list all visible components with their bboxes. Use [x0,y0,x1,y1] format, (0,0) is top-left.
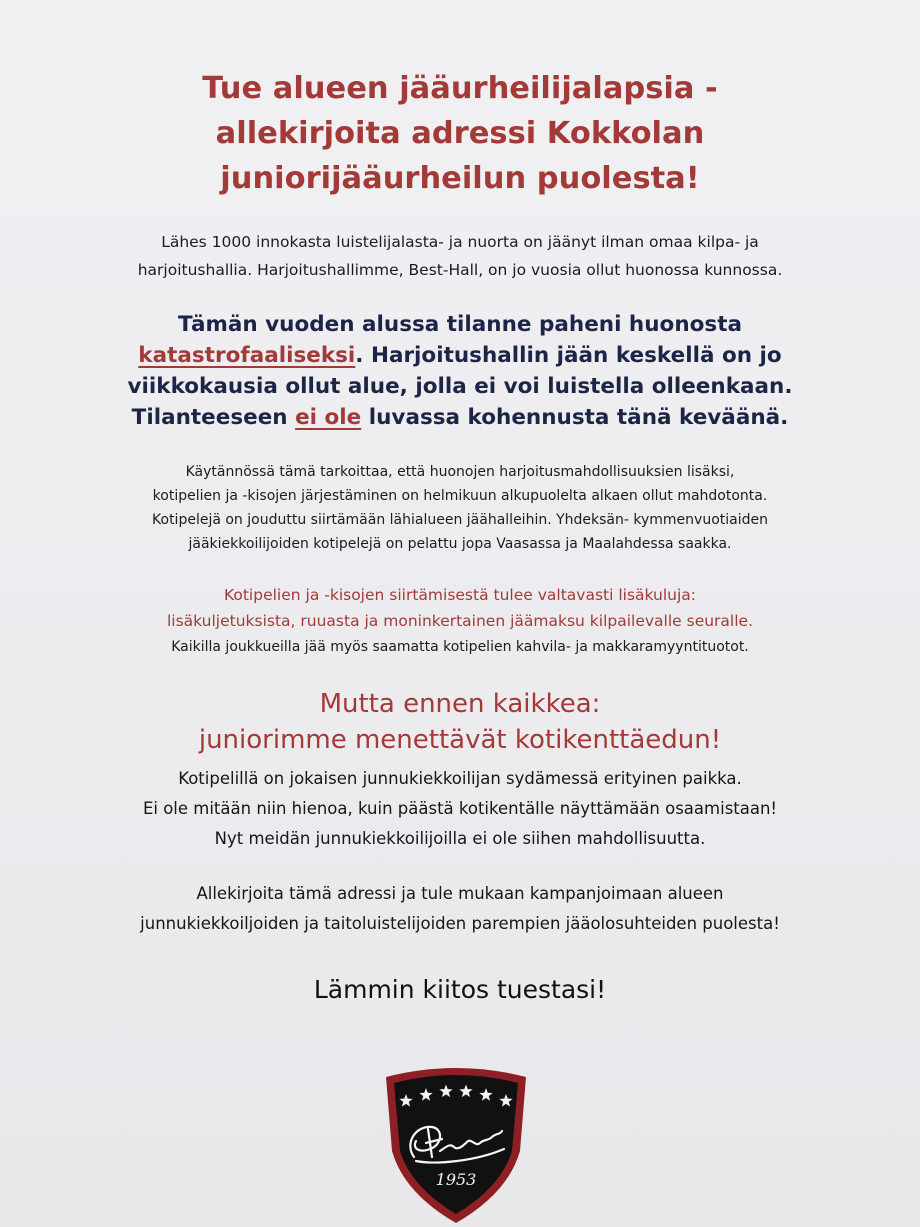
highlight-ei-ole: ei ole [295,405,362,430]
advantage-heading [0,686,920,758]
advantage-heading-line: juniorimme menettävät kotikenttäedun! [198,725,722,755]
situation-text: Tilanteeseen [131,405,296,430]
practice-line: kotipelien ja -kisojen järjestäminen on helmikuun alkupuolelta alkaen ollut mahdotonta. [152,488,768,504]
costs-line: Kaikilla joukkueilla jää myös saamatta kotipelien kahvila- ja makkaramyyntituotot. [171,639,749,655]
costs-paragraph [0,582,920,660]
hermes-crest-logo [380,1065,532,1225]
practice-line: Kotipelejä on jouduttu siirtämään lähialueen jäähalleihin. Yhdeksän- kymmenvuotiaiden [152,512,768,528]
situation-text: luvassa kohennusta tänä keväänä. [361,405,789,430]
situation-paragraph [0,309,920,433]
sign-paragraph [0,879,920,939]
advantage-paragraph [0,764,920,854]
crest-shield-icon [380,1065,532,1225]
situation-line: Tämän vuoden alussa tilanne paheni huonosta [178,312,742,337]
intro-line: Lähes 1000 innokasta luistelijalasta- ja nuorta on jäänyt ilman omaa kilpa- ja [161,233,759,251]
costs-line: lisäkuljetuksista, ruuasta ja moninkertainen jäämaksu kilpailevalle seuralle. [166,612,754,630]
advantage-heading-line: Mutta ennen kaikkea: [319,689,601,719]
advantage-line: Ei ole mitään niin hienoa, kuin päästä kotikentälle näyttämään osaamistaan! [142,799,778,818]
situation-line: viikkokausia ollut alue, jolla ei voi luistella olleenkaan. [127,374,793,399]
highlight-katastrofaaliseksi: katastrofaaliseksi [138,343,356,368]
sign-line: Allekirjoita tämä adressi ja tule mukaan kampanjoimaan alueen [196,884,724,903]
intro-line: harjoitushallia. Harjoitushallimme, Best-Hall, on jo vuosia ollut huonossa kunnossa. [137,261,783,279]
costs-line: Kotipelien ja -kisojen siirtämisestä tulee valtavasti lisäkuluja: [223,586,696,604]
sign-line: junnukiekkoiljoiden ja taitoluistelijoiden parempien jääolosuhteiden puolesta! [140,914,780,933]
situation-text: . Harjoitushallin jään keskellä on jo [355,343,782,368]
advantage-line: Nyt meidän junnukiekkoilijoilla ei ole siihen mahdollisuutta. [214,829,706,848]
headline-line: Tue alueen jääurheilijalapsia - [202,71,718,106]
practice-paragraph [0,460,920,556]
situation-line [0,402,920,433]
crest-wordmark: Hermes [452,1133,460,1135]
thanks-text: Lämmin kiitos tuestasi! [313,975,607,1004]
headline [0,66,920,201]
crest-year: 1953 [435,1170,477,1189]
practice-line: Käytännössä tämä tarkoittaa, että huonojen harjoitusmahdollisuuksien lisäksi, [185,464,735,480]
headline-line: allekirjoita adressi Kokkolan [215,116,705,151]
intro-paragraph [0,228,920,284]
headline-line: juniorijääurheilun puolesta! [220,161,700,196]
situation-line [0,340,920,371]
practice-line: jääkiekkoilijoiden kotipelejä on pelattu jopa Vaasassa ja Maalahdessa saakka. [188,536,732,552]
advantage-line: Kotipelillä on jokaisen junnukiekkoilijan sydämessä erityinen paikka. [178,769,742,788]
crest-shield [394,1075,518,1214]
